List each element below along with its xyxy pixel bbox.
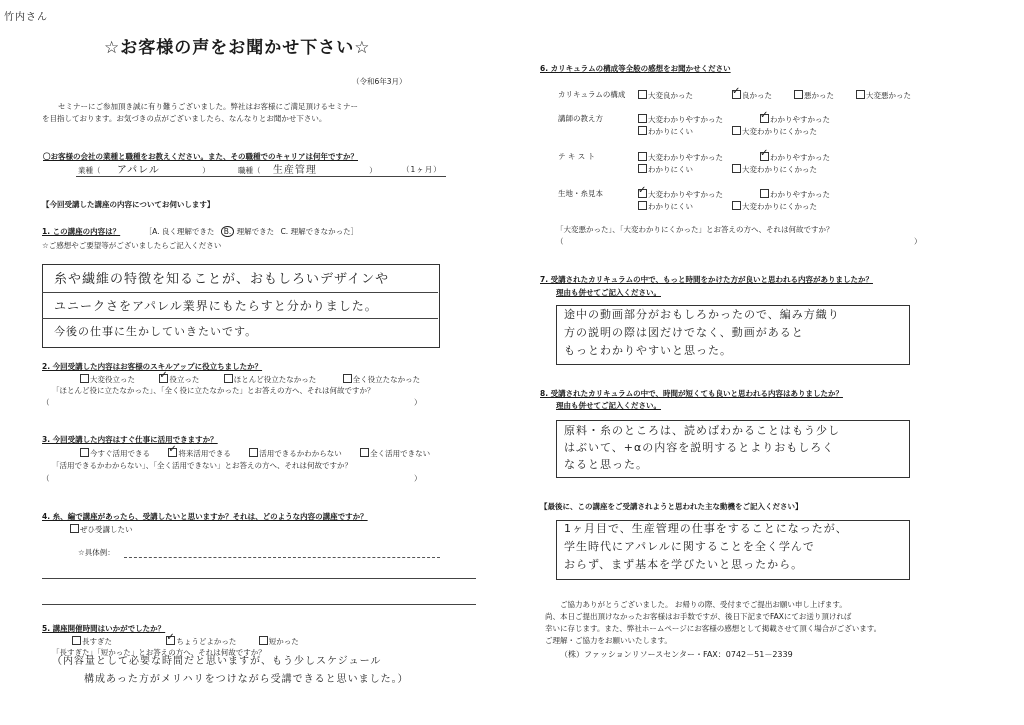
q6-row-3-opt-2[interactable]: ✓ わかりやすかった (760, 152, 830, 162)
q1-line-2 (42, 318, 438, 319)
q4-option[interactable]: ぜひ受講したい (70, 524, 133, 534)
page-title: ☆お客様の声をお聞かせ下さい☆ (104, 38, 371, 58)
q5-followup: 「長すぎた」「短かった」とお答えの方へ、それは何故ですか？ (52, 648, 266, 657)
q0-heading: 〇お客様の会社の業種と職種をお教えください。また、その職種でのキャリアは何年ですか？ (43, 152, 358, 161)
industry-value[interactable]: アパレル (116, 165, 160, 176)
q2-option-3[interactable]: ほとんど役立たなかった (224, 375, 317, 384)
q1-option-a[interactable]: ［A. 良く理解できた (144, 227, 215, 236)
q6-row-3-opt-4[interactable]: 大変わかりにくかった (732, 164, 817, 174)
company-info: （株）ファッションリソースセンター・FAX：0742－51－2339 (560, 650, 793, 659)
q6-row-2-opt-2[interactable]: ✓ わかりやすかった (760, 114, 830, 124)
q2-options (80, 374, 420, 384)
footer-line-4: ご理解・ご協力をお願いいたします。 (545, 636, 672, 645)
career-value[interactable]: （1ヶ月） (402, 165, 442, 174)
q5-answer-1: （内容量として必要な時間だと思いますが、もう少しスケジュール (52, 656, 382, 667)
q0-underline (76, 176, 446, 177)
q4-line-1[interactable] (42, 578, 476, 579)
q6-row-4-opt-1[interactable]: ✓ 大変わかりやすかった (638, 189, 723, 199)
q2-option-1[interactable]: 大変役立った (80, 375, 135, 384)
q3-paren-open: （ (42, 474, 50, 483)
q6-row-1-opt-2[interactable]: ✓ 良かった (732, 90, 772, 100)
q9-heading: 【最後に、この講座をご受講されようと思われた主な動機をご記入ください】 (540, 502, 803, 511)
q2-paren-open: （ (42, 398, 50, 407)
q1-line-1 (42, 292, 438, 293)
q7-answer-3: もっとわかりやすいと思った。 (564, 344, 732, 357)
q5-option-2[interactable]: ✓ ちょうどよかった (166, 637, 236, 646)
q3-option-2[interactable]: ✓ 将来活用できる (168, 449, 231, 458)
q5-answer-2: 構成あった方がメリハリをつけながら受講できると思いました。） (84, 674, 409, 685)
date: （令和6年3月） (352, 77, 407, 86)
q2-option-2[interactable]: ✓ 役立った (159, 375, 199, 384)
corner-note: 竹内さん (4, 12, 48, 23)
q1-option-b[interactable]: B. (221, 226, 235, 237)
q6-row-3-opt-1[interactable]: 大変わかりやすかった (638, 152, 723, 162)
q2-option-4[interactable]: 全く役立たなかった (343, 375, 421, 384)
q6-row-2-label: 講師の教え方 (558, 114, 603, 123)
q3-heading: 3. 今回受講した内容はすぐ仕事に活用できますか？ (42, 435, 218, 444)
q9-answer-3: おらず、まず基本を学びたいと思ったから。 (564, 558, 804, 571)
footer-line-3: 幸いに存じます。また、弊社ホームページにお客様の感想として掲載させて頂く場合がございます。 (545, 624, 882, 633)
q3-option-3[interactable]: 活用できるかわからない (249, 449, 342, 458)
q3-options (80, 448, 430, 458)
q6-row-1-opt-1[interactable]: 大変良かった (638, 90, 693, 100)
q5-option-3[interactable]: 短かった (259, 637, 299, 646)
q6-row-3-label: テ キ ス ト (558, 152, 596, 161)
q4-heading: 4. 糸、編で講座があったら、受講したいと思いますか？それは、どのような内容の講座ですか？ (42, 512, 368, 521)
q7-heading: 7. 受講されたカリキュラムの中で、もっと時間をかけた方が良いと思われる内容がありましたか？ (540, 275, 873, 284)
q1-sub: ☆ご感想やご要望等がございましたらご記入ください (42, 241, 222, 250)
q6-heading: 6. カリキュラムの構成等全般の感想をお聞かせください (540, 64, 731, 73)
q6-row-4-opt-4[interactable]: 大変わかりにくかった (732, 201, 817, 211)
q2-followup: 「ほとんど役に立たなかった」、「全く役に立たなかった」とお答えの方へ、それは何故ですか？ (52, 386, 375, 395)
q4-line-2[interactable] (42, 604, 476, 605)
q6-row-4-opt-2[interactable]: わかりやすかった (760, 189, 830, 199)
q6-followup: 「大変悪かった」、「大変わかりにくかった」とお答えの方へ、それは何故ですか？ (556, 225, 834, 234)
q1-heading: 1. この講座の内容は？ (42, 227, 121, 236)
q1-option-b-text: 理解できた (236, 227, 275, 236)
q7-answer-2: 方の説明の際は図だけでなく、動画があると (564, 326, 804, 339)
intro-line-1: セミナーにご参加頂き誠に有り難うございました。弊社はお客様にご満足頂けるセミナー (58, 102, 358, 111)
industry-close: ） (202, 166, 210, 175)
q1-answer-3: 今後の仕事に生かしていきたいです。 (54, 325, 258, 338)
job-close: ） (369, 166, 377, 175)
q6-paren-close: ） (914, 237, 922, 246)
q7-sub: 理由も併せてご記入ください。 (556, 288, 661, 297)
q9-answer-2: 学生時代にアパレルに関することを全く学んで (564, 540, 815, 553)
q8-heading: 8. 受講されたカリキュラムの中で、時間が短くても良いと思われる内容はありましたか？ (540, 389, 843, 398)
q6-row-2-opt-3[interactable]: わかりにくい (638, 126, 693, 136)
q5-options (72, 636, 299, 646)
q1-answer-2: ユニークさをアパレル業界にもたらすと分かりました。 (54, 299, 378, 313)
q6-row-3-opt-3[interactable]: わかりにくい (638, 164, 693, 174)
q5-option-1[interactable]: 長すぎた (72, 637, 112, 646)
q6-row-2-opt-1[interactable]: 大変わかりやすかった (638, 114, 723, 124)
job-label: 職種（ (238, 166, 261, 175)
q8-answer-2: はぶいて、+αの内容を説明するとよりおもしろく (564, 441, 835, 454)
q1-row (42, 226, 358, 237)
q1-answer-1: 糸や繊維の特徴を知ることが、おもしろいデザインや (54, 272, 390, 287)
q8-answer-3: なると思った。 (564, 458, 648, 471)
q3-option-4[interactable]: 全く活用できない (360, 449, 430, 458)
job-value[interactable]: 生産管理 (272, 165, 317, 176)
q6-row-4-opt-3[interactable]: わかりにくい (638, 201, 693, 211)
q2-heading: 2. 今回受講した内容はお客様のスキルアップに役立ちましたか？ (42, 362, 263, 371)
q6-row-1-opt-3[interactable]: 悪かった (794, 90, 834, 100)
q6-row-2-opt-4[interactable]: 大変わかりにくかった (732, 126, 817, 136)
q5-heading: 5. 講座開催時間はいかがでしたか？ (42, 624, 166, 633)
q8-sub: 理由も併せてご記入ください。 (556, 401, 661, 410)
q6-paren-open: （ (556, 237, 564, 246)
footer-line-1: ご協力ありがとうございました。 お帰りの際、受付までご提出お願い申し上げます。 (560, 600, 847, 609)
q6-row-1-opt-4[interactable]: 大変悪かった (856, 90, 911, 100)
q8-answer-1: 原料・糸のところは、読めばわかることはもう少し (564, 424, 840, 437)
q9-answer-1: 1ヶ月目で、生産管理の仕事をすることになったが、 (564, 522, 848, 535)
intro-line-2: を目指しております。お気づきの点がございましたら、なんなりとお聞かせ下さい。 (42, 114, 327, 123)
section-header: 【今回受講した講座の内容についてお伺いします】 (42, 200, 215, 209)
q4-example-label: ☆具体例： (78, 548, 115, 557)
q2-paren-close: ） (414, 398, 422, 407)
footer-line-2: 尚、本日ご提出頂けなかったお客様はお手数ですが、後日下記までFAXにてお送り頂ければ (545, 612, 852, 621)
q1-option-c[interactable]: C. 理解できなかった］ (280, 227, 359, 236)
industry-label: 業種（ (78, 166, 101, 175)
q6-row-4-label: 生地・糸見本 (558, 189, 603, 198)
q7-answer-1: 途中の動画部分がおもしろかったので、編み方織り (564, 308, 840, 321)
q3-paren-close: ） (414, 474, 422, 483)
q3-option-1[interactable]: 今すぐ活用できる (80, 449, 150, 458)
q3-followup: 「活用できるかわからない」、「全く活用できない」とお答えの方へ、それは何故ですか？ (52, 461, 352, 470)
q4-example-line[interactable] (124, 557, 440, 558)
q6-row-1-label: カリキュラムの構成 (558, 90, 626, 99)
